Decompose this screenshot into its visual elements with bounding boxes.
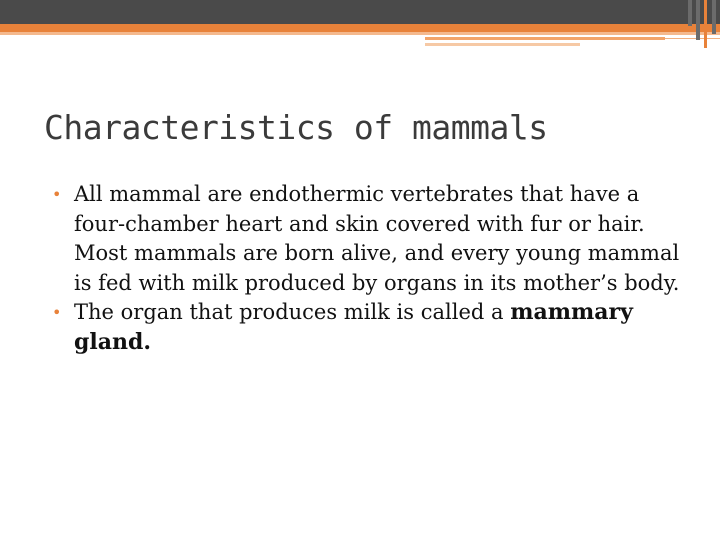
top-banner <box>0 0 720 24</box>
slide-title: Characteristics of mammals <box>44 108 548 147</box>
bullet-icon: • <box>52 185 62 204</box>
bullet-list <box>52 180 692 357</box>
list-item <box>52 298 692 357</box>
corner-stripes <box>686 0 720 48</box>
top-banner-accent-light <box>0 32 720 35</box>
bold-term: mammary gland. <box>74 299 633 355</box>
bullet-text: The organ that produces milk is called a <box>74 300 511 324</box>
top-banner-accent <box>0 24 720 32</box>
bullet-icon: • <box>52 303 62 322</box>
accent-bar <box>425 37 665 40</box>
bullet-text: All mammal are endothermic vertebrates that have a four-chamber heart and skin covered with fur or hair. Most mammals are born alive, and every young mammal is fed with milk produced by organs in its mother’s body. <box>74 182 680 295</box>
list-item <box>52 180 692 298</box>
accent-bar <box>425 43 580 46</box>
